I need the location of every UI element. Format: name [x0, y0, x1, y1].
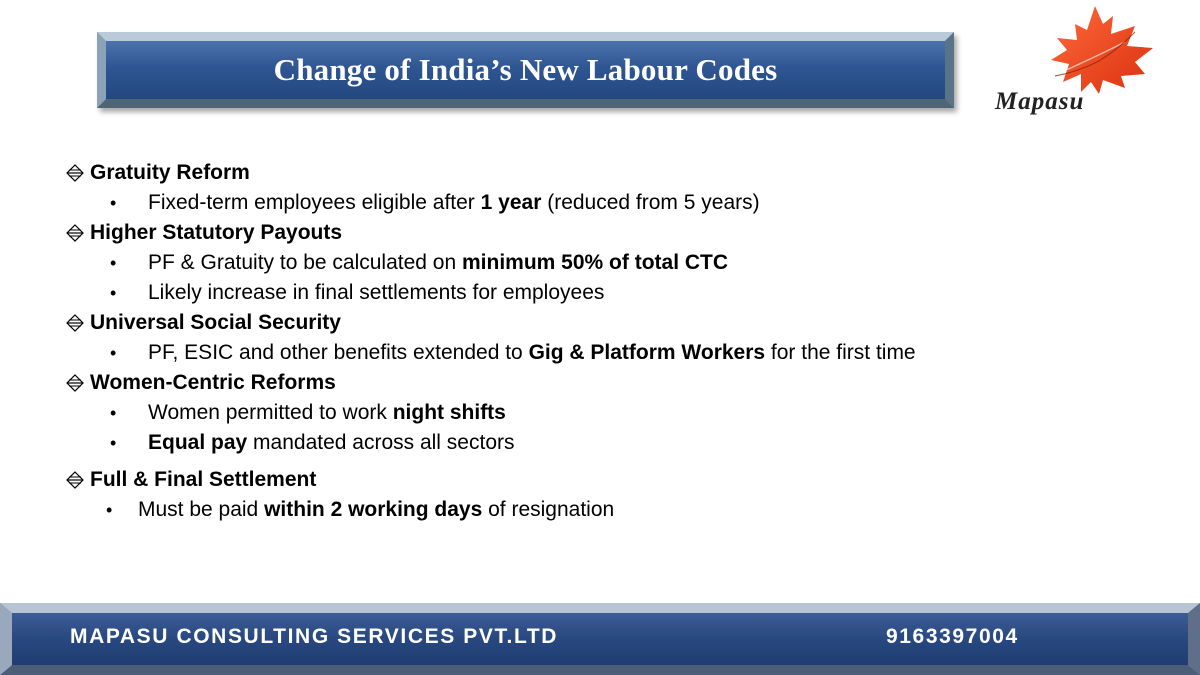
list-item	[66, 188, 1066, 218]
section-full-final-settlement	[66, 465, 1066, 525]
section-heading	[66, 368, 1066, 398]
section-heading	[66, 308, 1066, 338]
footer-banner	[0, 603, 1200, 675]
diamond-bullet-icon	[66, 374, 84, 392]
list-item	[66, 248, 1066, 278]
section-heading	[66, 465, 1066, 495]
item-text: PF, ESIC and other benefits extended to	[148, 341, 529, 364]
item-bold-text: within 2 working days	[264, 498, 483, 521]
section-heading-text: Gratuity Reform	[90, 161, 250, 184]
section-gratuity-reform	[66, 158, 1066, 218]
logo-text: Mapasu	[995, 88, 1085, 115]
bullet-dot-icon: •	[110, 192, 117, 213]
bullet-dot-icon: •	[110, 282, 117, 303]
item-bold-text: Gig & Platform Workers	[528, 341, 766, 364]
section-heading	[66, 158, 1066, 188]
item-text: of resignation	[482, 498, 615, 521]
diamond-bullet-icon	[66, 164, 84, 182]
list-item	[66, 338, 1066, 368]
item-text: PF & Gratuity to be calculated on	[148, 251, 462, 274]
section-heading	[66, 218, 1066, 248]
section-women-centric-reforms	[66, 368, 1066, 458]
title-banner	[97, 32, 954, 108]
diamond-bullet-icon	[66, 471, 84, 489]
item-bold-text: night shifts	[392, 401, 506, 424]
bullet-dot-icon: •	[110, 342, 117, 363]
section-heading-text: Full & Final Settlement	[90, 468, 317, 491]
section-universal-social-security	[66, 308, 1066, 368]
item-bold-text: 1 year	[480, 191, 542, 214]
company-name: MAPASU CONSULTING SERVICES PVT.LTD	[70, 625, 559, 648]
diamond-bullet-icon	[66, 314, 84, 332]
page-title: Change of India’s New Labour Codes	[273, 52, 778, 87]
section-heading-text: Higher Statutory Payouts	[90, 221, 343, 244]
item-text: Must be paid	[138, 498, 265, 521]
bullet-dot-icon: •	[110, 432, 117, 453]
bullet-dot-icon: •	[110, 252, 117, 273]
section-higher-statutory-payouts	[66, 218, 1066, 308]
diamond-bullet-icon	[66, 224, 84, 242]
list-item	[66, 495, 1066, 525]
bullet-dot-icon: •	[110, 402, 117, 423]
list-item	[66, 278, 1066, 308]
section-heading-text: Women-Centric Reforms	[90, 371, 336, 394]
phone-number: 9163397004	[886, 625, 1019, 648]
bullet-dot-icon: •	[106, 499, 113, 520]
content-list	[66, 158, 1066, 525]
item-bold-text: Equal pay	[148, 431, 248, 454]
list-item	[66, 398, 1066, 428]
section-heading-text: Universal Social Security	[90, 311, 341, 334]
item-bold-text: minimum 50% of total CTC	[462, 251, 729, 274]
item-text: mandated across all sectors	[247, 431, 515, 454]
item-text: Likely increase in final settlements for employees	[148, 281, 605, 304]
item-text: Women permitted to work	[148, 401, 393, 424]
item-text: for the first time	[765, 341, 916, 364]
list-item	[66, 428, 1066, 458]
item-text: (reduced from 5 years)	[541, 191, 760, 214]
item-text: Fixed-term employees eligible after	[148, 191, 481, 214]
